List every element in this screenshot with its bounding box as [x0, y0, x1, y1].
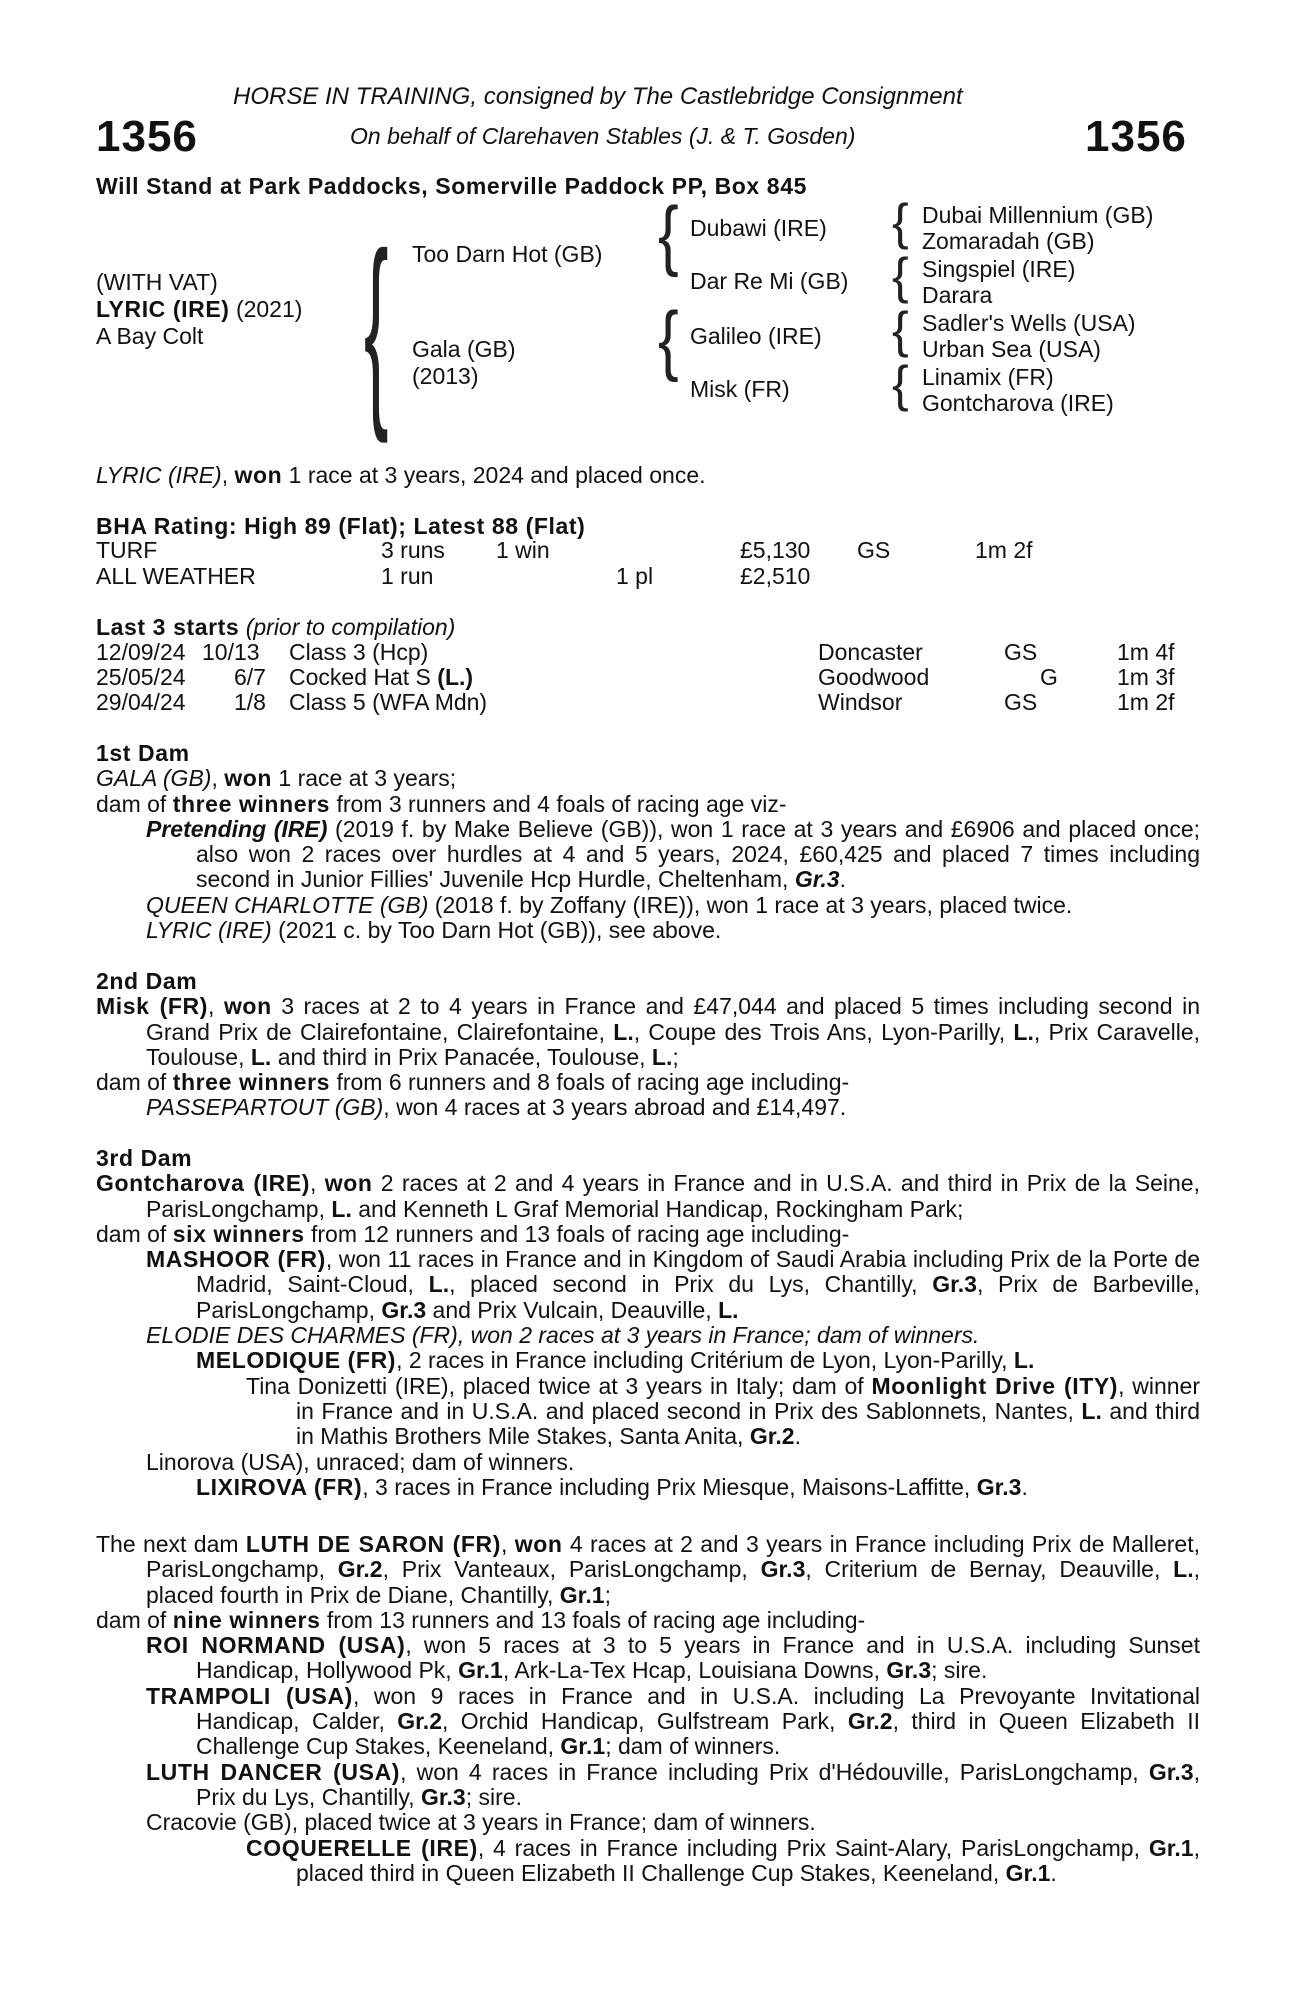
- foal-pretending-name: Pretending (IRE): [146, 815, 328, 842]
- second-dam-heading: 2nd Dam: [96, 968, 198, 994]
- lot-number-left: 1356: [96, 112, 198, 161]
- third-dam-section: [96, 1146, 1200, 1500]
- foal-tina: Tina Donizetti (IRE), placed twice at 3 years in Italy; dam of Moonlight Drive (ITY), winner in France and in U.S.A. and placed second in Prix des Sablonnets, Nantes, L. and third in Mathis Brothers Mile Stakes, Santa Anita, Gr.2.: [246, 1372, 1200, 1450]
- aw-runs: 1 run: [381, 563, 434, 589]
- start-2-pos: 6/7: [234, 664, 266, 690]
- summary-name: LYRIC (IRE): [96, 462, 222, 488]
- start-3-pos: 1/8: [234, 689, 266, 715]
- pedigree-g3-5: Sadler's Wells (USA): [922, 310, 1136, 336]
- stand-location: Will Stand at Park Paddocks, Somerville Paddock PP, Box 845: [96, 173, 807, 199]
- foal-lixirova: LIXIROVA (FR), 3 races in France including Prix Miesque, Maisons-Laffitte, Gr.3.: [196, 1473, 1028, 1500]
- horse-year: (2021): [235, 296, 303, 322]
- first-dam-record: 1 race at 3 years;: [272, 765, 457, 792]
- start-1-course: Doncaster: [818, 639, 923, 665]
- next-dam-section: [96, 1532, 1200, 1886]
- pedigree-g3-4: Darara: [922, 282, 993, 308]
- pedigree-ss: Dubawi (IRE): [690, 215, 827, 241]
- second-dam-produce-line: dam of three winners from 6 runners and 8 foals of racing age including-: [96, 1069, 850, 1096]
- pedigree-sd: Dar Re Mi (GB): [690, 268, 849, 294]
- first-dam-heading: 1st Dam: [96, 740, 190, 766]
- start-2-course: Goodwood: [818, 664, 930, 690]
- turf-prize: £5,130: [740, 537, 811, 563]
- race-summary: LYRIC (IRE), won 1 race at 3 years, 2024 and placed once.: [96, 462, 706, 488]
- foal-elodie: ELODIE DES CHARMES (FR), won 2 races at 3 years in France; dam of winners.: [146, 1322, 980, 1349]
- pedigree-dd: Misk (FR): [690, 376, 790, 402]
- start-2-date: 25/05/24: [96, 664, 186, 690]
- next-dam-name: LUTH DE SARON (FR): [245, 1531, 501, 1557]
- foal-luth-dancer: LUTH DANCER (USA), won 4 races in France including Prix d'Hédouville, ParisLongchamp, Gr.3, Prix du Lys, Chantilly, Gr.3; sire.: [146, 1758, 1200, 1810]
- third-dam-heading: 3rd Dam: [96, 1145, 193, 1171]
- foal-melodique: MELODIQUE (FR), 2 races in France including Critérium de Lyon, Lyon-Parilly, L.: [196, 1347, 1035, 1374]
- pedigree-g3-7: Linamix (FR): [922, 364, 1054, 390]
- start-3-date: 29/04/24: [96, 689, 186, 715]
- vat-label: (WITH VAT): [96, 269, 218, 295]
- bha-rating: BHA Rating: High 89 (Flat); Latest 88 (Flat): [96, 513, 586, 539]
- first-dam-winners: three winners: [172, 790, 331, 817]
- turf-going: GS: [857, 537, 891, 563]
- first-dam-line: GALA (GB), won 1 race at 3 years;: [96, 765, 457, 792]
- second-dam-record: Misk (FR), won 3 races at 2 to 4 years in France and £47,044 and placed 5 times including second in Grand Prix de Clairefontaine, Clairefontaine, L., Coupe des Trois Ans, Lyon-Parilly, L., Prix Caravelle, Toulouse, L. and third in Prix Panacée, Toulouse, L.;: [96, 993, 1201, 1070]
- next-dam-record: The next dam LUTH DE SARON (FR), won 4 races at 2 and 3 years in France including Prix de Malleret, ParisLongchamp, Gr.2, Prix Vanteaux, ParisLongchamp, Gr.3, Criterium de Bernay, Deauville, L., placed fourth in Prix de Diane, Chantilly, Gr.1;: [96, 1531, 1200, 1608]
- start-3-race: Class 5 (WFA Mdn): [289, 689, 488, 715]
- start-2-going: G: [1040, 664, 1058, 690]
- start-1-pos: 10/13: [202, 639, 260, 665]
- foal-passepartout: PASSEPARTOUT (GB), won 4 races at 3 years abroad and £14,497.: [146, 1094, 847, 1121]
- pedigree-g3-6: Urban Sea (USA): [922, 336, 1101, 362]
- aw-prize: £2,510: [740, 563, 811, 589]
- start-1-going: GS: [1004, 639, 1038, 665]
- start-2-race-wrap: [289, 665, 473, 690]
- foal-cracovie: Cracovie (GB), placed twice at 3 years in France; dam of winners.: [146, 1809, 816, 1836]
- second-dam-section: [96, 969, 1200, 1121]
- third-dam-name: Gontcharova (IRE): [96, 1170, 311, 1197]
- pedigree-g3-3: Singspiel (IRE): [922, 256, 1076, 282]
- start-2-dist: 1m 3f: [1117, 664, 1175, 690]
- foal-linorova: Linorova (USA), unraced; dam of winners.: [146, 1448, 575, 1475]
- aw-placed: 1 pl: [616, 563, 654, 589]
- last-starts-heading: [96, 615, 455, 640]
- turf-runs: 3 runs: [381, 537, 445, 563]
- first-dam-won: won: [224, 765, 273, 792]
- start-1-date: 12/09/24: [96, 639, 186, 665]
- catalogue-title: HORSE IN TRAINING, consigned by The Castlebridge Consignment: [233, 83, 963, 110]
- first-dam-name: GALA (GB): [96, 765, 212, 792]
- aw-surface: ALL WEATHER: [96, 563, 256, 589]
- horse-name: LYRIC (IRE): [96, 296, 230, 322]
- summary-won: won: [234, 462, 283, 488]
- first-dam-produce-line: dam of three winners from 3 runners and 4 foals of racing age viz-: [96, 790, 787, 817]
- pedigree-sire: Too Darn Hot (GB): [412, 241, 603, 267]
- brace-sire: {: [658, 192, 679, 279]
- brace-g3-4: {: [892, 356, 909, 412]
- foal-queen-charlotte: QUEEN CHARLOTTE (GB) (2018 f. by Zoffany (IRE)), won 1 race at 3 years, placed twice.: [146, 891, 1073, 918]
- last-starts-note: (prior to compilation): [245, 614, 456, 640]
- horse-title: [96, 297, 302, 322]
- start-1-race: Class 3 (Hcp): [289, 639, 429, 665]
- next-dam-produce-line: dam of nine winners from 13 runners and 13 foals of racing age including-: [96, 1606, 866, 1633]
- brace-g3-2: {: [892, 248, 909, 304]
- start-2-race: Cocked Hat S: [289, 664, 431, 690]
- second-dam-name: Misk (FR): [96, 993, 209, 1020]
- foal-lyric: LYRIC (IRE) (2021 c. by Too Darn Hot (GB)), see above.: [146, 917, 722, 944]
- pedigree-ds: Galileo (IRE): [690, 323, 822, 349]
- third-dam-produce-line: dam of six winners from 12 runners and 13 foals of racing age including-: [96, 1220, 850, 1247]
- turf-surface: TURF: [96, 537, 158, 563]
- start-3-going: GS: [1004, 689, 1038, 715]
- foal-trampoli: TRAMPOLI (USA), won 9 races in France and in U.S.A. including La Prevoyante Invitational Handicap, Calder, Gr.2, Orchid Handicap, Gulfstream Park, Gr.2, third in Queen Elizabeth II Challenge Cup Stakes, Keeneland, Gr.1; dam of winners.: [146, 1682, 1201, 1760]
- first-dam-section: [96, 741, 1200, 943]
- pedigree-g3-2: Zomaradah (GB): [922, 228, 1095, 254]
- last-starts-title: Last 3 starts: [96, 614, 240, 640]
- brace-dam: {: [658, 297, 679, 384]
- brace-g3-1: {: [892, 194, 909, 250]
- brace-generation-1: {: [364, 209, 389, 444]
- start-3-dist: 1m 2f: [1117, 689, 1175, 715]
- foal-mashoor: MASHOOR (FR), won 11 races in France and in Kingdom of Saudi Arabia including Prix de la Porte de Madrid, Saint-Cloud, L., placed second in Prix du Lys, Chantilly, Gr.3, Prix de Barbeville, ParisLongchamp, Gr.3 and Prix Vulcain, Deauville, L.: [146, 1246, 1201, 1323]
- start-1-dist: 1m 4f: [1117, 639, 1175, 665]
- pedigree-g3-8: Gontcharova (IRE): [922, 390, 1114, 416]
- foal-pretending: Pretending (IRE) (2019 f. by Make Believe (GB)), won 1 race at 3 years and £6906 and placed once; also won 2 races over hurdles at 4 and 5 years, 2024, £60,425 and placed 7 times including second in Junior Fillies' Juvenile Hcp Hurdle, Cheltenham, Gr.3.: [146, 815, 1201, 893]
- on-behalf-line: On behalf of Clarehaven Stables (J. & T. Gosden): [350, 123, 856, 149]
- brace-g3-3: {: [892, 302, 909, 358]
- start-2-race-listed: (L.): [437, 664, 474, 690]
- turf-wins: 1 win: [496, 537, 550, 563]
- pedigree-dam: Gala (GB): [412, 336, 516, 362]
- turf-distance: 1m 2f: [975, 537, 1033, 563]
- pedigree-g3-1: Dubai Millennium (GB): [922, 202, 1154, 228]
- start-3-course: Windsor: [818, 689, 903, 715]
- foal-coquerelle: COQUERELLE (IRE), 4 races in France including Prix Saint-Alary, ParisLongchamp, Gr.1, placed third in Queen Elizabeth II Challenge Cup Stakes, Keeneland, Gr.1.: [246, 1834, 1200, 1886]
- third-dam-record: Gontcharova (IRE), won 2 races at 2 and 4 years in France and in U.S.A. and third in Prix de la Seine, ParisLongchamp, L. and Kenneth L Graf Memorial Handicap, Rockingham Park;: [96, 1170, 1200, 1222]
- summary-rest: 1 race at 3 years, 2024 and placed once.: [282, 462, 706, 488]
- lot-number-right: 1356: [1085, 112, 1187, 161]
- pedigree-dam-year: (2013): [412, 363, 479, 389]
- horse-description: A Bay Colt: [96, 323, 204, 349]
- foal-roi-normand: ROI NORMAND (USA), won 5 races at 3 to 5 years in France and in U.S.A. including Sunset Handicap, Hollywood Pk, Gr.1, Ark-La-Tex Hcap, Louisiana Downs, Gr.3; sire.: [146, 1632, 1200, 1684]
